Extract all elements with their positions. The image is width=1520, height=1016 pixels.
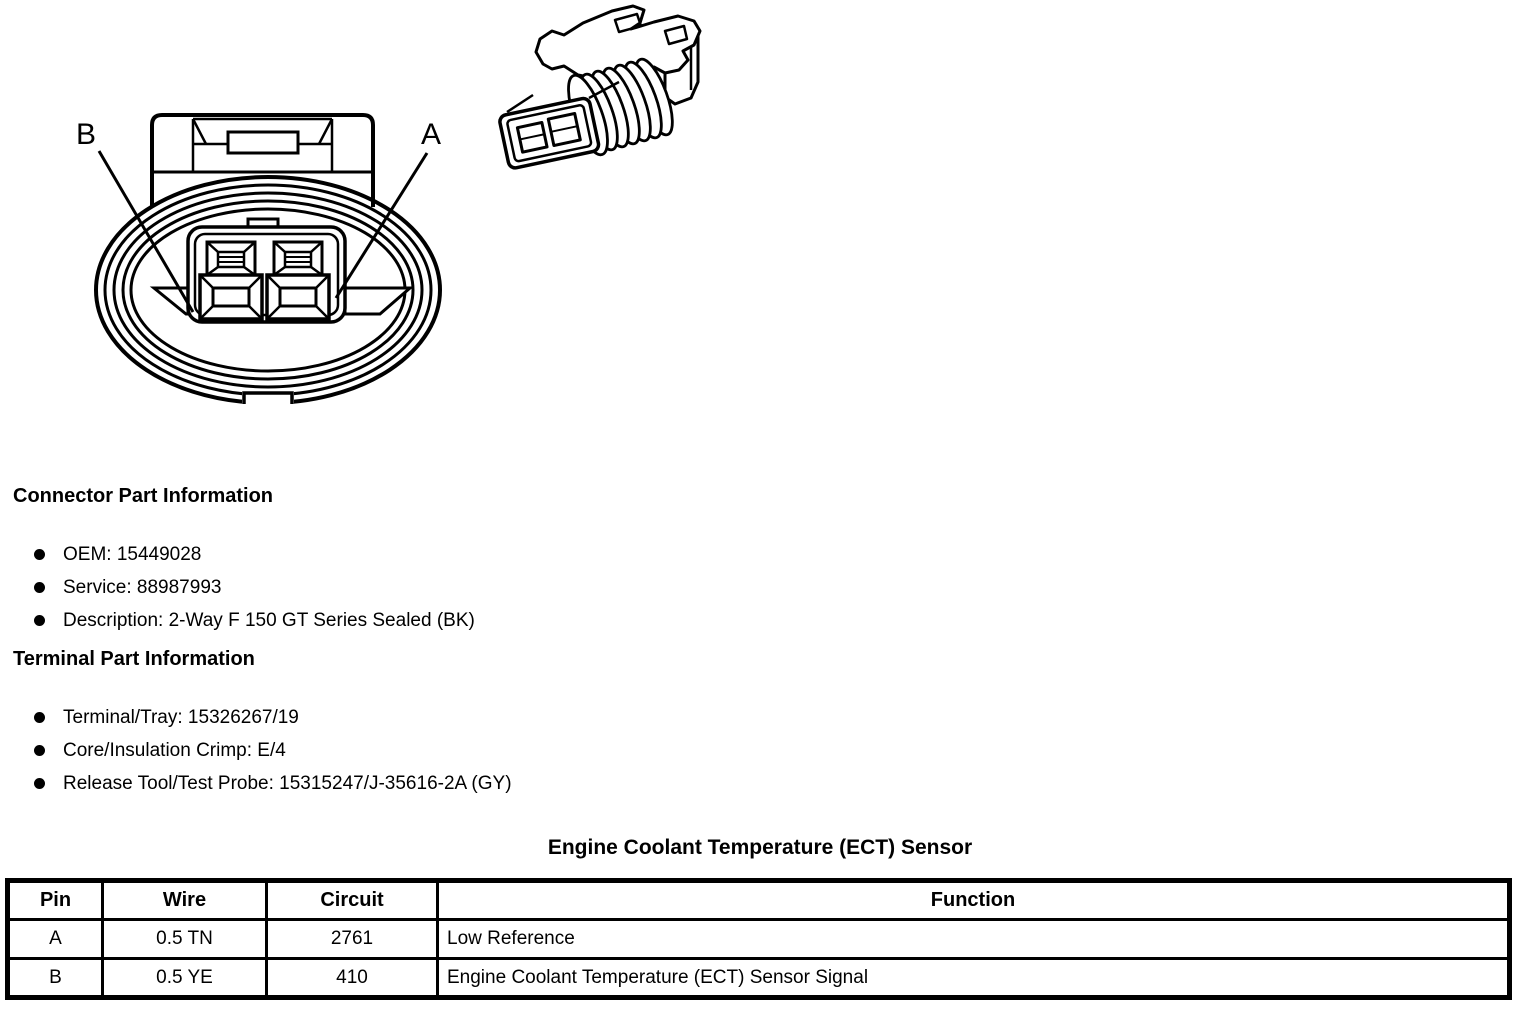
terminal-cavity-b-icon: [200, 242, 262, 319]
pinout-row-a: [8, 920, 1510, 959]
list-item-text: Terminal/Tray: 15326267/19: [63, 706, 299, 728]
list-item: [0, 767, 512, 800]
list-item-text: OEM: 15449028: [63, 543, 202, 565]
pinout-col-header-function: Function: [438, 881, 1510, 920]
list-item: [0, 734, 512, 767]
connector-side-view: [495, 2, 705, 172]
pinout-cell-function: Engine Coolant Temperature (ECT) Sensor Signal: [438, 959, 1510, 998]
pinout-cell-wire: 0.5 TN: [103, 920, 267, 959]
pinout-table: [5, 878, 1512, 1000]
connector-part-info-list: [0, 538, 475, 637]
pin-label-a: A: [421, 118, 442, 151]
pinout-col-header-pin: Pin: [8, 881, 103, 920]
list-item: [0, 701, 512, 734]
pinout-cell-circuit: 410: [267, 959, 438, 998]
connector-face-diagram: [58, 95, 458, 440]
terminal-part-info-list: [0, 701, 512, 800]
list-item-text: Core/Insulation Crimp: E/4: [63, 739, 286, 761]
bullet-icon: [34, 712, 45, 723]
pinout-row-b: [8, 959, 1510, 998]
pinout-cell-pin: B: [8, 959, 103, 998]
pinout-cell-pin: A: [8, 920, 103, 959]
list-item: [0, 538, 475, 571]
list-item: [0, 604, 475, 637]
pinout-header-row: [8, 881, 1510, 920]
bullet-icon: [34, 745, 45, 756]
bullet-icon: [34, 615, 45, 626]
terminal-part-info-heading: Terminal Part Information: [13, 648, 255, 670]
bullet-icon: [34, 778, 45, 789]
pin-label-b: B: [76, 118, 97, 151]
pinout-cell-circuit: 2761: [267, 920, 438, 959]
pinout-col-header-circuit: Circuit: [267, 881, 438, 920]
terminal-cavity-a-icon: [267, 242, 329, 319]
bottom-keyway-icon: [242, 389, 294, 411]
bullet-icon: [34, 549, 45, 560]
list-item-text: Service: 88987993: [63, 576, 222, 598]
list-item: [0, 571, 475, 604]
list-item-text: Description: 2-Way F 150 GT Series Sealed (BK): [63, 609, 475, 631]
bullet-icon: [34, 582, 45, 593]
connector-part-info-heading: Connector Part Information: [13, 485, 274, 507]
pinout-table-title: Engine Coolant Temperature (ECT) Sensor: [547, 836, 973, 859]
list-item-text: Release Tool/Test Probe: 15315247/J-35616-2A (GY): [63, 772, 512, 794]
pinout-cell-function: Low Reference: [438, 920, 1510, 959]
pinout-cell-wire: 0.5 YE: [103, 959, 267, 998]
pinout-col-header-wire: Wire: [103, 881, 267, 920]
